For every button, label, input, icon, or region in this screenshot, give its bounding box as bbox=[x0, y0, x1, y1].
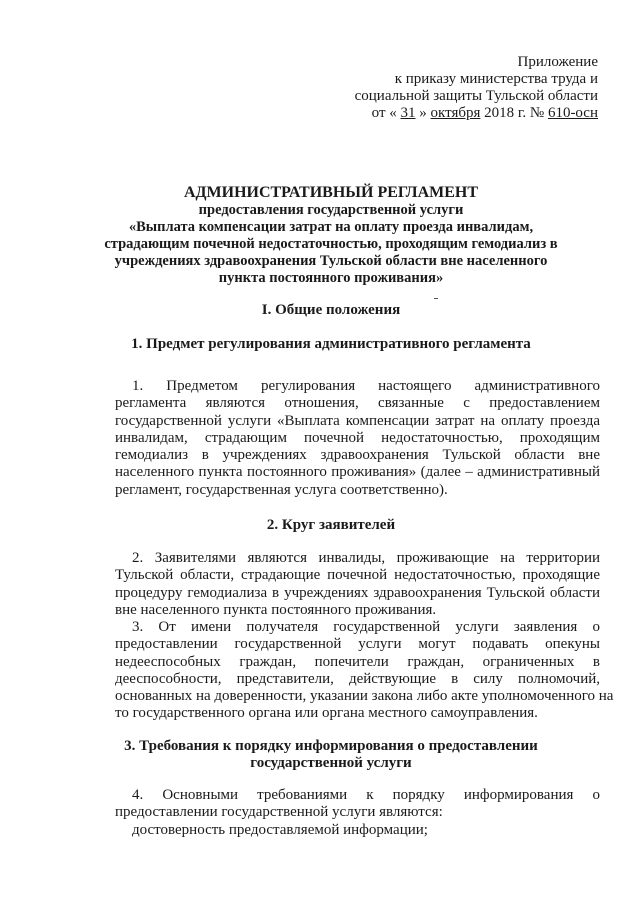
paragraph-line: вне населенного пункта постоянного проживания. bbox=[115, 601, 437, 618]
heading-text: 1. Предмет регулирования административного регламента bbox=[131, 336, 531, 352]
paragraph-line: регламента являются отношения, связанные с предоставлением bbox=[115, 395, 600, 412]
title-line: учреждениях здравоохранения Тульской области вне населенного bbox=[114, 253, 548, 269]
paragraph-line: то государственного органа или органа местного самоуправления. bbox=[115, 705, 538, 722]
paragraph-line: достоверность предоставляемой информации; bbox=[132, 821, 428, 838]
appendix-title: Приложение bbox=[517, 54, 598, 70]
paragraph-line: 1. Предметом регулирования настоящего административного bbox=[132, 378, 600, 394]
appendix-block bbox=[298, 54, 598, 122]
paragraph-line: 3. От имени получателя государственной услуги заявления о bbox=[132, 619, 600, 635]
order-number: 610-осн bbox=[547, 105, 598, 121]
date-mid: » bbox=[419, 105, 427, 121]
heading-subject bbox=[60, 336, 602, 353]
section-heading-text: I. Общие положения bbox=[261, 302, 401, 318]
paragraph-1 bbox=[115, 378, 600, 499]
paragraph-line: регламент, государственная услуга соответственно). bbox=[115, 481, 448, 498]
appendix-order-ref: к приказу министерства труда и bbox=[394, 71, 598, 87]
paragraph-line: дееспособности, представители, действующие в силу полномочий, bbox=[115, 670, 600, 687]
paragraph-line: 2. Заявителями являются инвалиды, проживающие на территории bbox=[132, 550, 600, 566]
paragraph-line: инвалидам, страдающим почечной недостаточностью, проходящим bbox=[115, 429, 600, 446]
paragraph-line: гемодиализ в учреждениях здравоохранения Тульской области вне bbox=[115, 447, 600, 464]
paragraph-line: предоставлении государственной услуги могут подавать опекуны bbox=[115, 636, 600, 653]
heading-text: 3. Требования к порядку информирования о предоставлении bbox=[124, 738, 538, 754]
paragraph-line: предоставлении государственной услуги являются: bbox=[115, 804, 443, 821]
paragraph-line: Тульской области, страдающие почечной недостаточностью, проходящие bbox=[115, 567, 600, 584]
date-year: 2018 г. № bbox=[484, 105, 545, 121]
paragraph-line: населенного пункта постоянного проживания» (далее – административный bbox=[115, 464, 600, 481]
date-day: 31 bbox=[400, 105, 416, 121]
paragraph-3 bbox=[115, 619, 614, 723]
title-line: страдающим почечной недостаточностью, проходящим гемодиализ в bbox=[104, 236, 558, 252]
paragraph-line: недееспособных граждан, попечители граждан, ограниченных в bbox=[115, 653, 600, 670]
paragraph-line: государственной услуги «Выплата компенсации затрат на оплату проезда bbox=[115, 412, 600, 429]
heading-text: государственной услуги bbox=[250, 755, 412, 771]
paragraph-line: процедуру гемодиализа в учреждениях здравоохранения Тульской области bbox=[115, 584, 600, 601]
title-main: АДМИНИСТРАТИВНЫЙ РЕГЛАМЕНТ bbox=[183, 184, 479, 201]
document-title bbox=[60, 184, 602, 287]
page-mark bbox=[434, 298, 438, 299]
date-prefix: от « bbox=[371, 105, 397, 121]
title-line: «Выплата компенсации затрат на оплату проезда инвалидам, bbox=[128, 219, 534, 235]
paragraph-4 bbox=[115, 787, 600, 839]
paragraph-line: основанных на доверенности, указании закона либо акте уполномоченного на bbox=[115, 688, 614, 705]
title-line: пункта постоянного проживания» bbox=[218, 270, 444, 286]
appendix-date-line bbox=[298, 105, 598, 122]
heading-information-requirements bbox=[60, 738, 602, 772]
date-month: октября bbox=[430, 105, 481, 121]
title-line: предоставления государственной услуги bbox=[198, 202, 464, 218]
heading-applicants bbox=[60, 517, 602, 534]
paragraph-2 bbox=[115, 550, 600, 619]
appendix-ministry: социальной защиты Тульской области bbox=[354, 88, 598, 104]
section-heading-general bbox=[60, 302, 602, 319]
paragraph-line: 4. Основными требованиями к порядку информирования о bbox=[132, 787, 600, 803]
heading-text: 2. Круг заявителей bbox=[266, 517, 396, 533]
